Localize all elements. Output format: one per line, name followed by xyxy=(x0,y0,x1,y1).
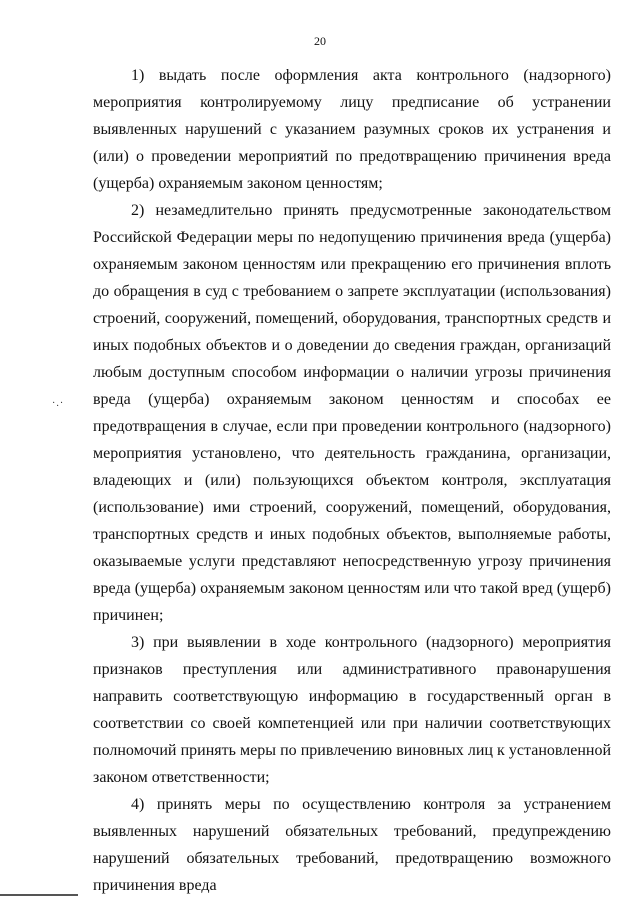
scan-artifact-mark: ·.· xyxy=(52,398,65,409)
paragraph-item-4: 4) принять меры по осуществлению контроля за устранением выявленных нарушений обязательных требований, предупреждению нарушений обязательных требований, предотвращению возможного причинения вреда xyxy=(93,796,611,894)
scan-edge-line xyxy=(0,894,78,896)
paragraph-item-3: 3) при выявлении в ходе контрольного (надзорного) мероприятия признаков преступления или административного правонарушения направить соответствующую информацию в государственный орган в соответствии со своей компетенцией или при наличии соответствующих полномочий принять меры по привлечению виновных лиц к установленной законом ответственности; xyxy=(93,634,611,786)
paragraph-item-2: 2) незамедлительно принять предусмотренные законодательством Российской Федерации меры по недопущению причинения вреда (ущерба) охраняемым законом ценностям или прекращению его причинения вплоть до обращения в суд с требованием о запрете эксплуатации (использования) строений, сооружений, помещений, оборудования, транспортных средств и иных подобных объектов и о доведении до сведения граждан, организаций любым доступным способом информации о наличии угрозы причинения вреда (ущерба) охраняемым законом ценностям и способах ее предотвращения в случае, если при проведении контрольного (надзорного) мероприятия установлено, что деятельность гражданина, организации, владеющих и (или) пользующихся объектом контроля, эксплуатация (использование) ими строений, сооружений, помещений, оборудования, транспортных средств и иных подобных объектов, выполняемые работы, оказываемые услуги представляют непосредственную угрозу причинения вреда (ущерба) охраняемым законом ценностям или что такой вред (ущерб) причинен; xyxy=(93,202,611,624)
paragraph-item-1: 1) выдать после оформления акта контрольного (надзорного) мероприятия контролируемому лицу предписание об устранении выявленных нарушений с указанием разумных сроков их устранения и (или) о проведении мероприятий по предотвращению причинения вреда (ущерба) охраняемым законом ценностям; xyxy=(93,67,611,192)
page-number: 20 xyxy=(314,34,326,48)
document-body xyxy=(93,62,611,899)
